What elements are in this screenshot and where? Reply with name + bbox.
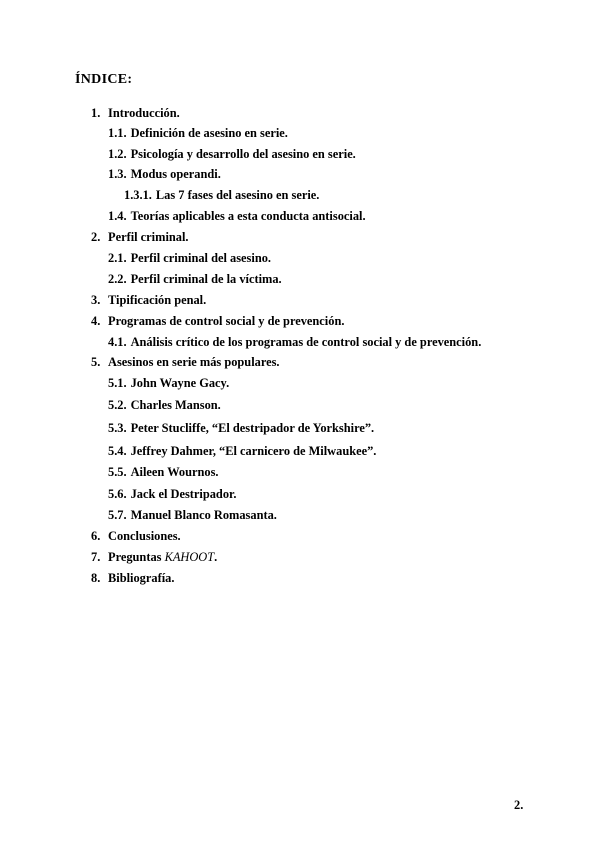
- toc-entry: [91, 314, 344, 328]
- toc-entry: [108, 147, 356, 161]
- toc-entry-text: Jeffrey Dahmer, “El carnicero de Milwaukee”.: [130, 444, 377, 458]
- toc-entry: [108, 167, 221, 181]
- toc-entry: [91, 230, 189, 244]
- toc-entry-number: 2.: [91, 230, 101, 244]
- toc-entry-text: Teorías aplicables a esta conducta antisocial.: [130, 209, 366, 223]
- toc-entry: [108, 209, 366, 223]
- toc-entry-number: 5.1.: [108, 376, 127, 390]
- toc-entry-number: 1.2.: [108, 147, 127, 161]
- toc-entry: [108, 444, 376, 458]
- toc-entry: [91, 571, 174, 585]
- toc-entry-number: 1.: [91, 106, 101, 120]
- toc-entry-text: Peter Stucliffe, “El destripador de Yorkshire”.: [130, 421, 375, 435]
- toc-entry-text: Modus operandi.: [130, 167, 221, 181]
- toc-entry-text: Jack el Destripador.: [130, 487, 237, 501]
- page-number: 2.: [514, 798, 524, 812]
- toc-entry: [91, 293, 206, 307]
- page-title: ÍNDICE:: [75, 72, 133, 87]
- toc-entry: [108, 465, 219, 479]
- toc-entry-text: Tipificación penal.: [108, 293, 207, 307]
- toc-entry-text: Charles Manson.: [130, 398, 221, 412]
- toc-entry: [108, 335, 481, 349]
- toc-entry-number: 5.6.: [108, 487, 127, 501]
- toc-entry-text: John Wayne Gacy.: [130, 376, 230, 390]
- toc-entry-text: Perfil criminal.: [108, 230, 189, 244]
- toc-entry: [108, 487, 236, 501]
- toc-entry: [108, 421, 374, 435]
- toc-entry: [108, 398, 221, 412]
- toc-entry: [91, 106, 180, 120]
- toc-entry: [108, 508, 277, 522]
- toc-entry-number: 1.4.: [108, 209, 127, 223]
- toc-entry-text: Conclusiones.: [108, 529, 181, 543]
- toc-entry-text: Las 7 fases del asesino en serie.: [155, 188, 320, 202]
- toc-entry: [108, 272, 282, 286]
- toc-entry-number: 5.5.: [108, 465, 127, 479]
- toc-entry-text: Perfil criminal del asesino.: [130, 251, 271, 265]
- toc-entry-text: Bibliografía.: [108, 571, 175, 585]
- toc-entry-text: Psicología y desarrollo del asesino en serie.: [130, 147, 356, 161]
- toc-entry-number: 5.2.: [108, 398, 127, 412]
- toc-entry-number: 5.: [91, 355, 101, 369]
- toc-entry-text: Análisis crítico de los programas de control social y de prevención.: [130, 335, 482, 349]
- toc-entry-number: 7.: [91, 550, 101, 564]
- toc-entry-text: Asesinos en serie más populares.: [108, 355, 280, 369]
- toc-entry-number: 2.2.: [108, 272, 127, 286]
- toc-entry: [108, 126, 288, 140]
- toc-entry: [91, 355, 280, 369]
- toc-entry-number: 6.: [91, 529, 101, 543]
- toc-entry-text: Manuel Blanco Romasanta.: [130, 508, 277, 522]
- toc-entry: [108, 376, 229, 390]
- toc-entry: [124, 188, 319, 202]
- toc-entry-number: 5.4.: [108, 444, 127, 458]
- toc-entry-text: Programas de control social y de prevención.: [108, 314, 345, 328]
- toc-entry-number: 5.7.: [108, 508, 127, 522]
- toc-entry-number: 2.1.: [108, 251, 127, 265]
- toc-entry: [91, 529, 181, 543]
- toc-entry-number: 1.1.: [108, 126, 127, 140]
- toc-entry-number: 4.1.: [108, 335, 127, 349]
- toc-entry-number: 1.3.1.: [124, 188, 152, 202]
- toc-entry-text-prefix: Preguntas: [108, 550, 165, 564]
- toc-entry: [91, 550, 217, 564]
- toc-entry-text: Perfil criminal de la víctima.: [130, 272, 282, 286]
- toc-entry: [108, 251, 271, 265]
- toc-entry-number: 5.3.: [108, 421, 127, 435]
- toc-entry-text-suffix: .: [214, 550, 218, 564]
- toc-entry-number: 8.: [91, 571, 101, 585]
- toc-entry-number: 3.: [91, 293, 101, 307]
- toc-entry-text: Aileen Wournos.: [130, 465, 219, 479]
- toc-entry-text: Definición de asesino en serie.: [130, 126, 288, 140]
- toc-entry-number: 1.3.: [108, 167, 127, 181]
- toc-entry-text-italic: KAHOOT: [164, 550, 215, 564]
- toc-entry-number: 4.: [91, 314, 101, 328]
- toc-entry-text: Introducción.: [108, 106, 180, 120]
